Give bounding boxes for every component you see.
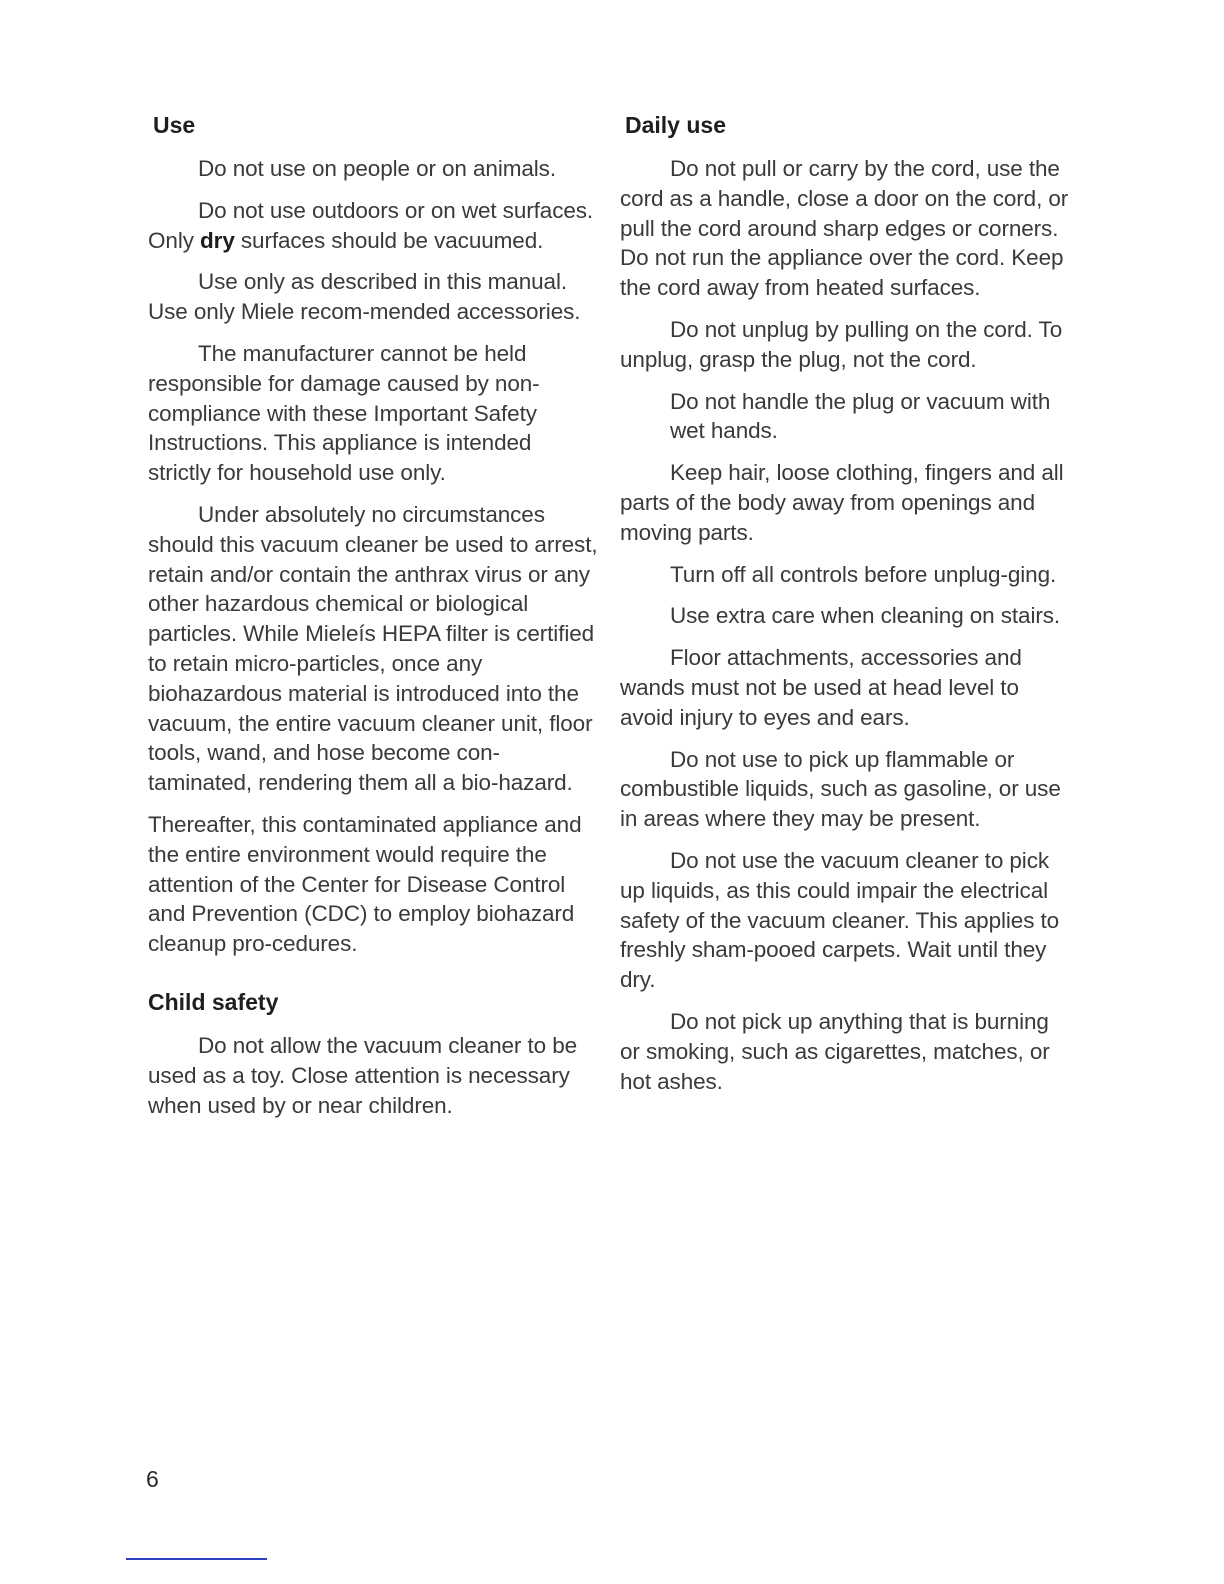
bold-text: dry — [200, 227, 235, 253]
paragraph: Do not handle the plug or vacuum with wet hands. — [670, 388, 1051, 444]
paragraph: Do not unplug by pulling on the cord. To unplug, grasp the plug, not the cord. — [620, 316, 1063, 372]
section-heading-daily-use: Daily use — [625, 112, 726, 138]
paragraph: Do not use on people or on animals. — [198, 156, 556, 181]
right-column — [620, 108, 1070, 1108]
paragraph — [148, 196, 598, 256]
left-column — [148, 108, 598, 1132]
paragraph: The manufacturer cannot be held responsible for damage caused by non-compliance with these Important Safety Instructions. This appliance is intended strictly for household use only. — [148, 340, 540, 486]
paragraph: Keep hair, loose clothing, fingers and all parts of the body away from openings and moving parts. — [620, 460, 1064, 545]
paragraph: Floor attachments, accessories and wands must not be used at head level to avoid injury to eyes and ears. — [620, 645, 1022, 730]
paragraph: Do not use to pick up flammable or combustible liquids, such as gasoline, or use in areas where they may be present. — [620, 746, 1061, 832]
paragraph: Under absolutely no circumstances should this vacuum cleaner be used to arrest, retain and/or contain the anthrax virus or any other hazardous chemical or biological particles. While Mieleís HEPA filter is certified to retain micro-particles, once any biohazardous material is introduced into the vacuum, the entire vacuum cleaner unit, floor tools, wand, and hose become con-taminated, rendering them all a bio-hazard. — [148, 501, 598, 796]
section-heading-use: Use — [153, 112, 196, 138]
paragraph: Do not pull or carry by the cord, use the cord as a handle, close a door on the cord, or pull the cord around sharp edges or corners. Do not run the appliance over the cord. Keep the cord away from heated surfaces. — [620, 156, 1069, 301]
paragraph: Do not pick up anything that is burning or smoking, such as cigarettes, matches, or hot ashes. — [620, 1008, 1050, 1094]
paragraph: Do not allow the vacuum cleaner to be used as a toy. Close attention is necessary when used by or near children. — [148, 1032, 578, 1118]
paragraph: Use extra care when cleaning on stairs. — [670, 603, 1061, 629]
page-number: 6 — [146, 1466, 159, 1492]
bottom-rule — [126, 1558, 267, 1560]
text-run: surfaces should be vacuumed. — [234, 227, 544, 253]
section-heading-child-safety: Child safety — [148, 988, 279, 1015]
paragraph: Use only as described in this manual. Use only Miele recom-mended accessories. — [148, 269, 581, 325]
paragraph: Do not use the vacuum cleaner to pick up liquids, as this could impair the electrical safety of the vacuum cleaner. This applies to freshly sham-pooed carpets. Wait until they dry. — [620, 847, 1060, 993]
paragraph: Thereafter, this contaminated appliance and the entire environment would require the attention of the Center for Disease Control and Prevention (CDC) to employ biohazard cleanup pro-cedures. — [148, 811, 582, 957]
text-run: Do not use outdoors or on wet surfaces. Only — [148, 197, 594, 253]
paragraph: Turn off all controls before unplug-ging. — [670, 561, 1057, 587]
